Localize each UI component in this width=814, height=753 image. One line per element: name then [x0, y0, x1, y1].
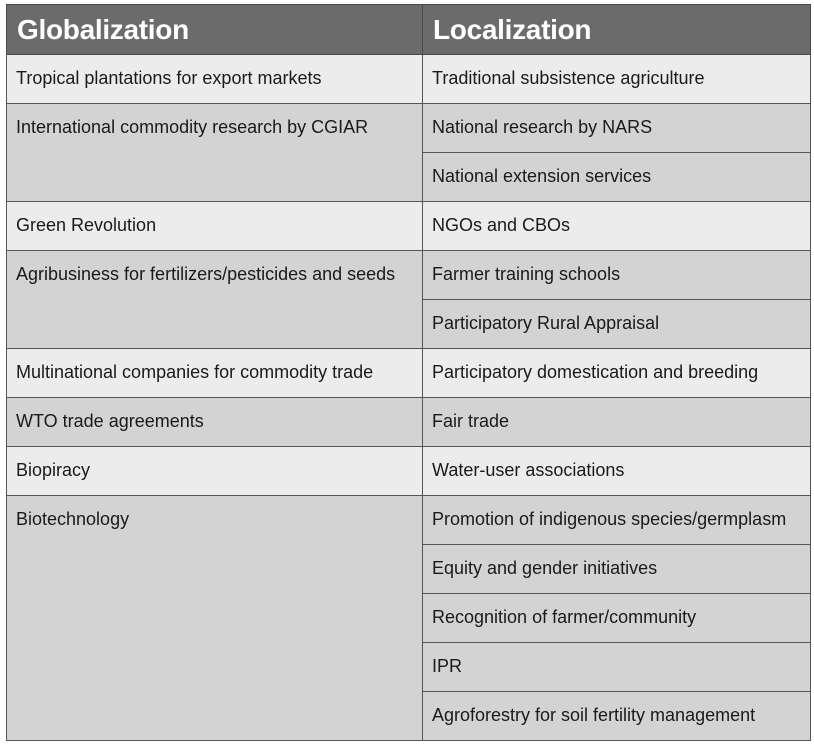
- globalization-cell: Multinational companies for commodity trade: [7, 349, 423, 398]
- localization-cell: IPR: [423, 643, 811, 692]
- localization-cell: Farmer training schools: [423, 251, 811, 300]
- table-row: [7, 251, 811, 300]
- globalization-cell: Biotechnology: [7, 496, 423, 741]
- header-globalization: Globalization: [7, 5, 423, 55]
- globalization-cell: International commodity research by CGIAR: [7, 104, 423, 202]
- localization-cell: NGOs and CBOs: [423, 202, 811, 251]
- localization-cell: Participatory domestication and breeding: [423, 349, 811, 398]
- globalization-cell: Agribusiness for fertilizers/pesticides and seeds: [7, 251, 423, 349]
- localization-cell: Recognition of farmer/community: [423, 594, 811, 643]
- localization-cell: Fair trade: [423, 398, 811, 447]
- table-row: [7, 202, 811, 251]
- comparison-table: [6, 4, 811, 741]
- localization-cell: Equity and gender initiatives: [423, 545, 811, 594]
- header-row: [7, 5, 811, 55]
- localization-cell: Traditional subsistence agriculture: [423, 55, 811, 104]
- table-row: [7, 349, 811, 398]
- localization-cell: Water-user associations: [423, 447, 811, 496]
- table-row: [7, 447, 811, 496]
- table-row: [7, 496, 811, 545]
- localization-cell: Participatory Rural Appraisal: [423, 300, 811, 349]
- globalization-cell: Tropical plantations for export markets: [7, 55, 423, 104]
- header-localization: Localization: [423, 5, 811, 55]
- globalization-cell: Green Revolution: [7, 202, 423, 251]
- globalization-cell: WTO trade agreements: [7, 398, 423, 447]
- localization-cell: National extension services: [423, 153, 811, 202]
- table-row: [7, 104, 811, 153]
- table-row: [7, 398, 811, 447]
- localization-cell: Promotion of indigenous species/germplasm: [423, 496, 811, 545]
- localization-cell: National research by NARS: [423, 104, 811, 153]
- table-row: [7, 55, 811, 104]
- globalization-cell: Biopiracy: [7, 447, 423, 496]
- localization-cell: Agroforestry for soil fertility management: [423, 692, 811, 741]
